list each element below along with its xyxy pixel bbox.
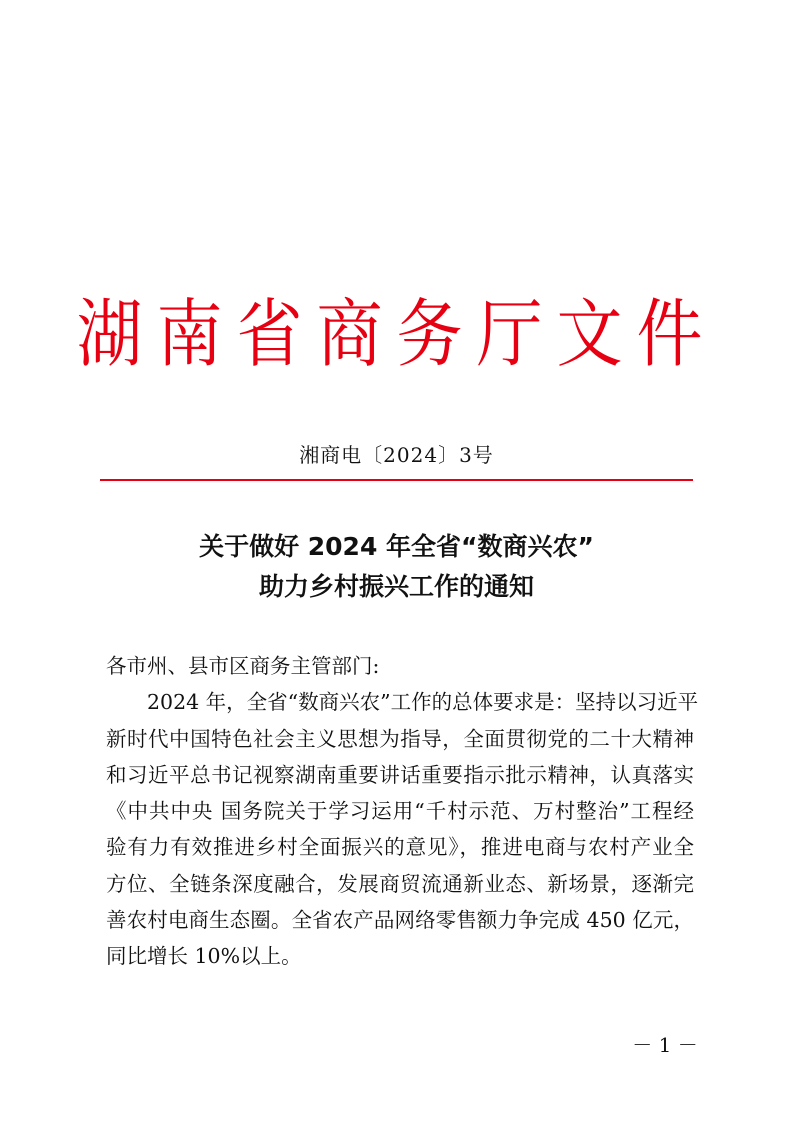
agency-masthead-title: 湖南省商务厅文件 bbox=[76, 291, 717, 378]
paragraph-line: 善农村电商生态圈。全省农产品网络零售额力争完成 450 亿元， bbox=[106, 908, 694, 933]
paragraph-line: 《中共中央 国务院关于学习运用“千村示范、万村整治”工程经 bbox=[106, 799, 694, 824]
paragraph-line: 2024 年，全省“数商兴农”工作的总体要求是：坚持以习近平 bbox=[147, 690, 699, 715]
notice-body bbox=[106, 648, 699, 975]
document-number: 湘商电〔2024〕3号 bbox=[299, 443, 494, 467]
notice-title-line-2: 助力乡村振兴工作的通知 bbox=[258, 572, 534, 601]
paragraph-line: 方位、全链条深度融合，发展商贸流通新业态、新场景，逐渐完 bbox=[106, 871, 694, 896]
paragraph-line: 验有力有效推进乡村全面振兴的意见》，推进电商与农村产业全 bbox=[106, 835, 694, 860]
notice-title bbox=[0, 527, 793, 607]
paragraph-line: 和习近平总书记视察湖南重要讲话重要指示批示精神，认真落实 bbox=[106, 762, 694, 787]
salutation: 各市州、县市区商务主管部门: bbox=[106, 654, 380, 678]
notice-title-line-1: 关于做好 2024 年全省“数商兴农” bbox=[199, 532, 594, 561]
page-number: － 1 － bbox=[632, 1033, 698, 1057]
paragraph-line: 同比增长 10%以上。 bbox=[106, 944, 302, 969]
red-divider-line bbox=[100, 479, 693, 481]
paragraph-line: 新时代中国特色社会主义思想为指导，全面贯彻党的二十大精神 bbox=[106, 726, 694, 751]
